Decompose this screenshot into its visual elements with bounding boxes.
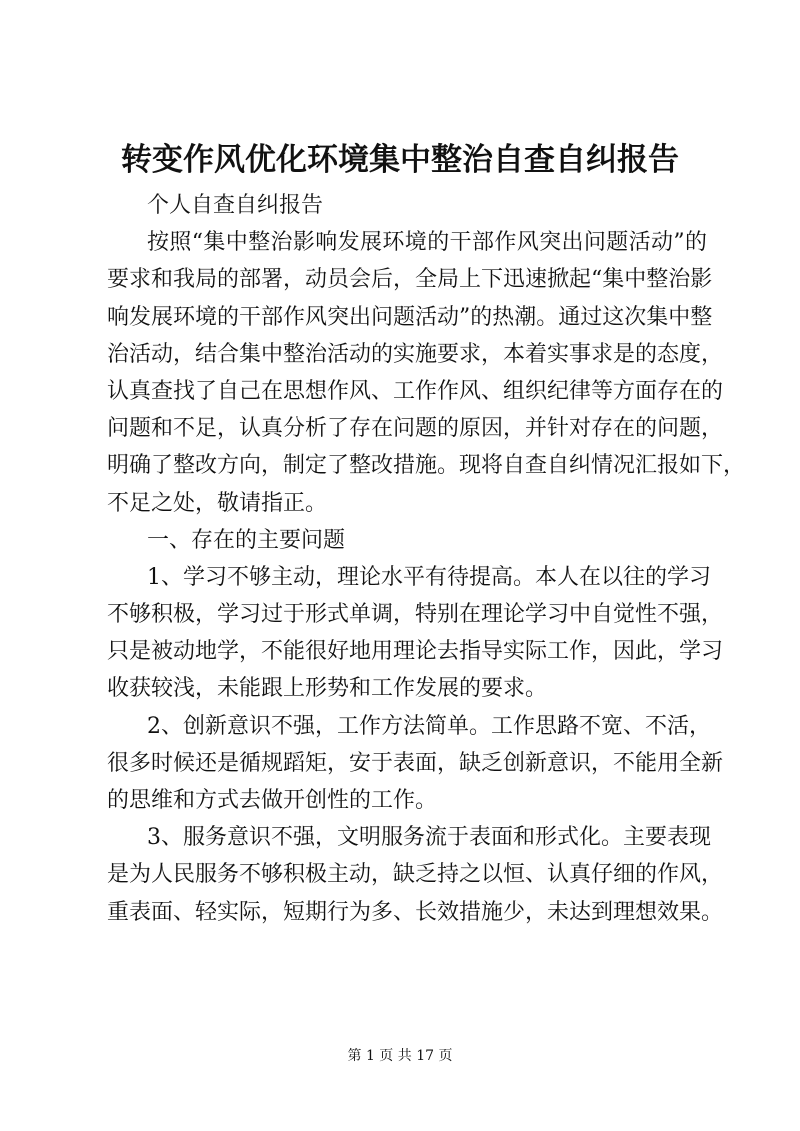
page-footer: 第 1 页 共 17 页 (347, 1048, 453, 1064)
body-text-line: 按照“集中整治影响发展环境的干部作风突出问题活动”的 (147, 230, 707, 256)
body-text-line: 要求和我局的部署，动员会后，全局上下迅速掀起“集中整治影 (107, 267, 713, 293)
body-text-line: 个人自查自纠报告 (147, 193, 324, 218)
body-text-line: 很多时候还是循规蹈矩，安于表面，缺乏创新意识，不能用全新 (107, 750, 724, 776)
body-text-line: 认真查找了自己在思想作风、工作作风、组织纪律等方面存在的 (107, 378, 724, 404)
body-text-line: 重表面、轻实际，短期行为多、长效措施少，未达到理想效果。 (107, 899, 724, 925)
body-text-line: 不够积极，学习过于形式单调，特别在理论学习中自觉性不强， (107, 602, 724, 628)
body-text-line: 明确了整改方向，制定了整改措施。现将自查自纠情况汇报如下， (107, 453, 746, 479)
body-text-line: 2、创新意识不强，工作方法简单。工作思路不宽、不活， (147, 713, 711, 739)
body-text-line: 治活动，结合集中整治活动的实施要求，本着实事求是的态度， (107, 341, 724, 367)
document-title: 转变作风优化环境集中整治自查自纠报告 (121, 142, 679, 178)
body-text-line: 不足之处，敬请指正。 (107, 490, 328, 516)
document-body (107, 187, 746, 931)
body-text-line: 1、学习不够主动，理论水平有待提高。本人在以往的学习 (147, 564, 711, 590)
body-text-line: 响发展环境的干部作风突出问题活动”的热潮。通过这次集中整 (107, 304, 713, 330)
body-text-line: 一、存在的主要问题 (147, 527, 346, 553)
body-text-line: 是为人民服务不够积极主动，缺乏持之以恒、认真仔细的作风， (107, 862, 724, 888)
body-text-line: 的思维和方式去做开创性的工作。 (107, 788, 438, 813)
body-text-line: 收获较浅，未能跟上形势和工作发展的要求。 (107, 676, 548, 702)
body-text-line: 只是被动地学，不能很好地用理论去指导实际工作，因此，学习 (107, 639, 724, 665)
body-text-line: 3、服务意识不强，文明服务流于表面和形式化。主要表现 (147, 825, 711, 851)
body-text-line: 问题和不足，认真分析了存在问题的原因，并针对存在的问题， (107, 416, 724, 442)
